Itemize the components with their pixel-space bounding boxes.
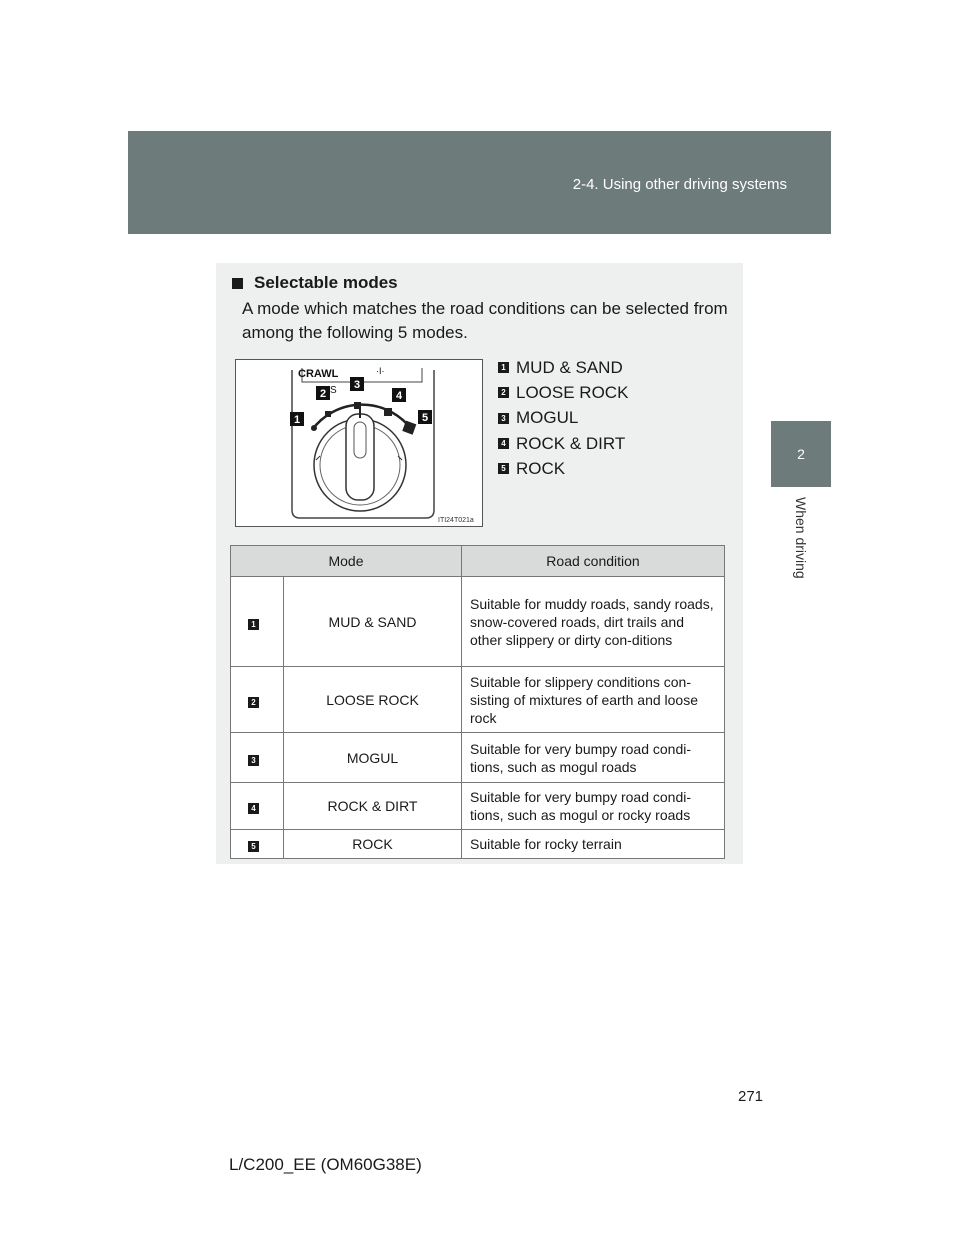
- condition-cell: Suitable for rocky terrain: [462, 830, 725, 859]
- figure-code: ITI24T021a: [438, 517, 474, 524]
- svg-text:·I·: ·I·: [376, 366, 385, 376]
- number-badge: 2: [248, 697, 259, 708]
- heading-text: Selectable modes: [254, 273, 398, 292]
- condition-cell: Suitable for slippery conditions con-sisting of mixtures of earth and loose rock: [462, 667, 725, 733]
- list-item: 3 MOGUL: [498, 406, 628, 431]
- mode-cell: ROCK & DIRT: [284, 783, 462, 830]
- number-badge: 3: [248, 755, 259, 766]
- intro-text: A mode which matches the road conditions can be selected from among the following 5 modes.: [242, 299, 728, 342]
- number-badge: 2: [498, 387, 509, 398]
- condition-cell: Suitable for muddy roads, sandy roads, snow-covered roads, dirt trails and other slippery or dirty con-ditions: [462, 577, 725, 667]
- mode-cell: ROCK: [284, 830, 462, 859]
- chapter-label: When driving: [793, 497, 809, 579]
- svg-text:3: 3: [353, 379, 361, 391]
- table-header-row: [231, 546, 725, 577]
- mode-cell: MOGUL: [284, 733, 462, 783]
- callout-5: [418, 410, 432, 424]
- list-item: 4 ROCK & DIRT: [498, 431, 628, 456]
- list-item: 5 ROCK: [498, 456, 628, 481]
- mode-cell: LOOSE ROCK: [284, 667, 462, 733]
- list-item: 2 LOOSE ROCK: [498, 380, 628, 405]
- document-code: L/C200_EE (OM60G38E): [229, 1155, 422, 1174]
- table-row: [231, 667, 725, 733]
- chapter-number: 2: [797, 446, 805, 462]
- mode-list: [498, 355, 628, 481]
- table-row: [231, 577, 725, 667]
- callout-1: [290, 412, 304, 426]
- condition-cell: Suitable for very bumpy road condi-tions, such as mogul roads: [462, 733, 725, 783]
- table-row: [231, 783, 725, 830]
- page-number: 271: [738, 1088, 764, 1105]
- section-title: 2-4. Using other driving systems: [572, 176, 787, 193]
- condition-cell: Suitable for very bumpy road condi-tions, such as mogul or rocky roads: [462, 783, 725, 830]
- mode-cell: MUD & SAND: [284, 577, 462, 667]
- content-panel: [216, 263, 743, 864]
- svg-text:4: 4: [395, 390, 403, 402]
- number-badge: 3: [498, 413, 509, 424]
- chapter-tab: [771, 421, 831, 487]
- modes-table: [230, 545, 725, 859]
- header-mode: Mode: [231, 546, 462, 577]
- s-label: S: [330, 385, 337, 396]
- number-badge: 5: [498, 463, 509, 474]
- svg-text:1: 1: [293, 414, 301, 426]
- callout-2: [316, 386, 330, 400]
- section-heading: [232, 273, 398, 293]
- table-row: [231, 733, 725, 783]
- number-badge: 1: [248, 619, 259, 630]
- number-badge: 4: [248, 803, 259, 814]
- number-badge: 4: [498, 438, 509, 449]
- header-road-condition: Road condition: [462, 546, 725, 577]
- mode-dial-figure: [235, 359, 483, 527]
- callout-4: [392, 388, 406, 402]
- mode-dial-illustration: [236, 360, 482, 526]
- table-row: [231, 830, 725, 859]
- number-badge: 5: [248, 841, 259, 852]
- list-item: 1 MUD & SAND: [498, 355, 628, 380]
- svg-text:5: 5: [421, 412, 429, 424]
- crawl-label: CRAWL: [298, 368, 339, 380]
- square-bullet-icon: [232, 278, 243, 289]
- svg-text:2: 2: [319, 388, 327, 400]
- callout-3: [350, 377, 364, 391]
- header-band: [128, 131, 831, 234]
- number-badge: 1: [498, 362, 509, 373]
